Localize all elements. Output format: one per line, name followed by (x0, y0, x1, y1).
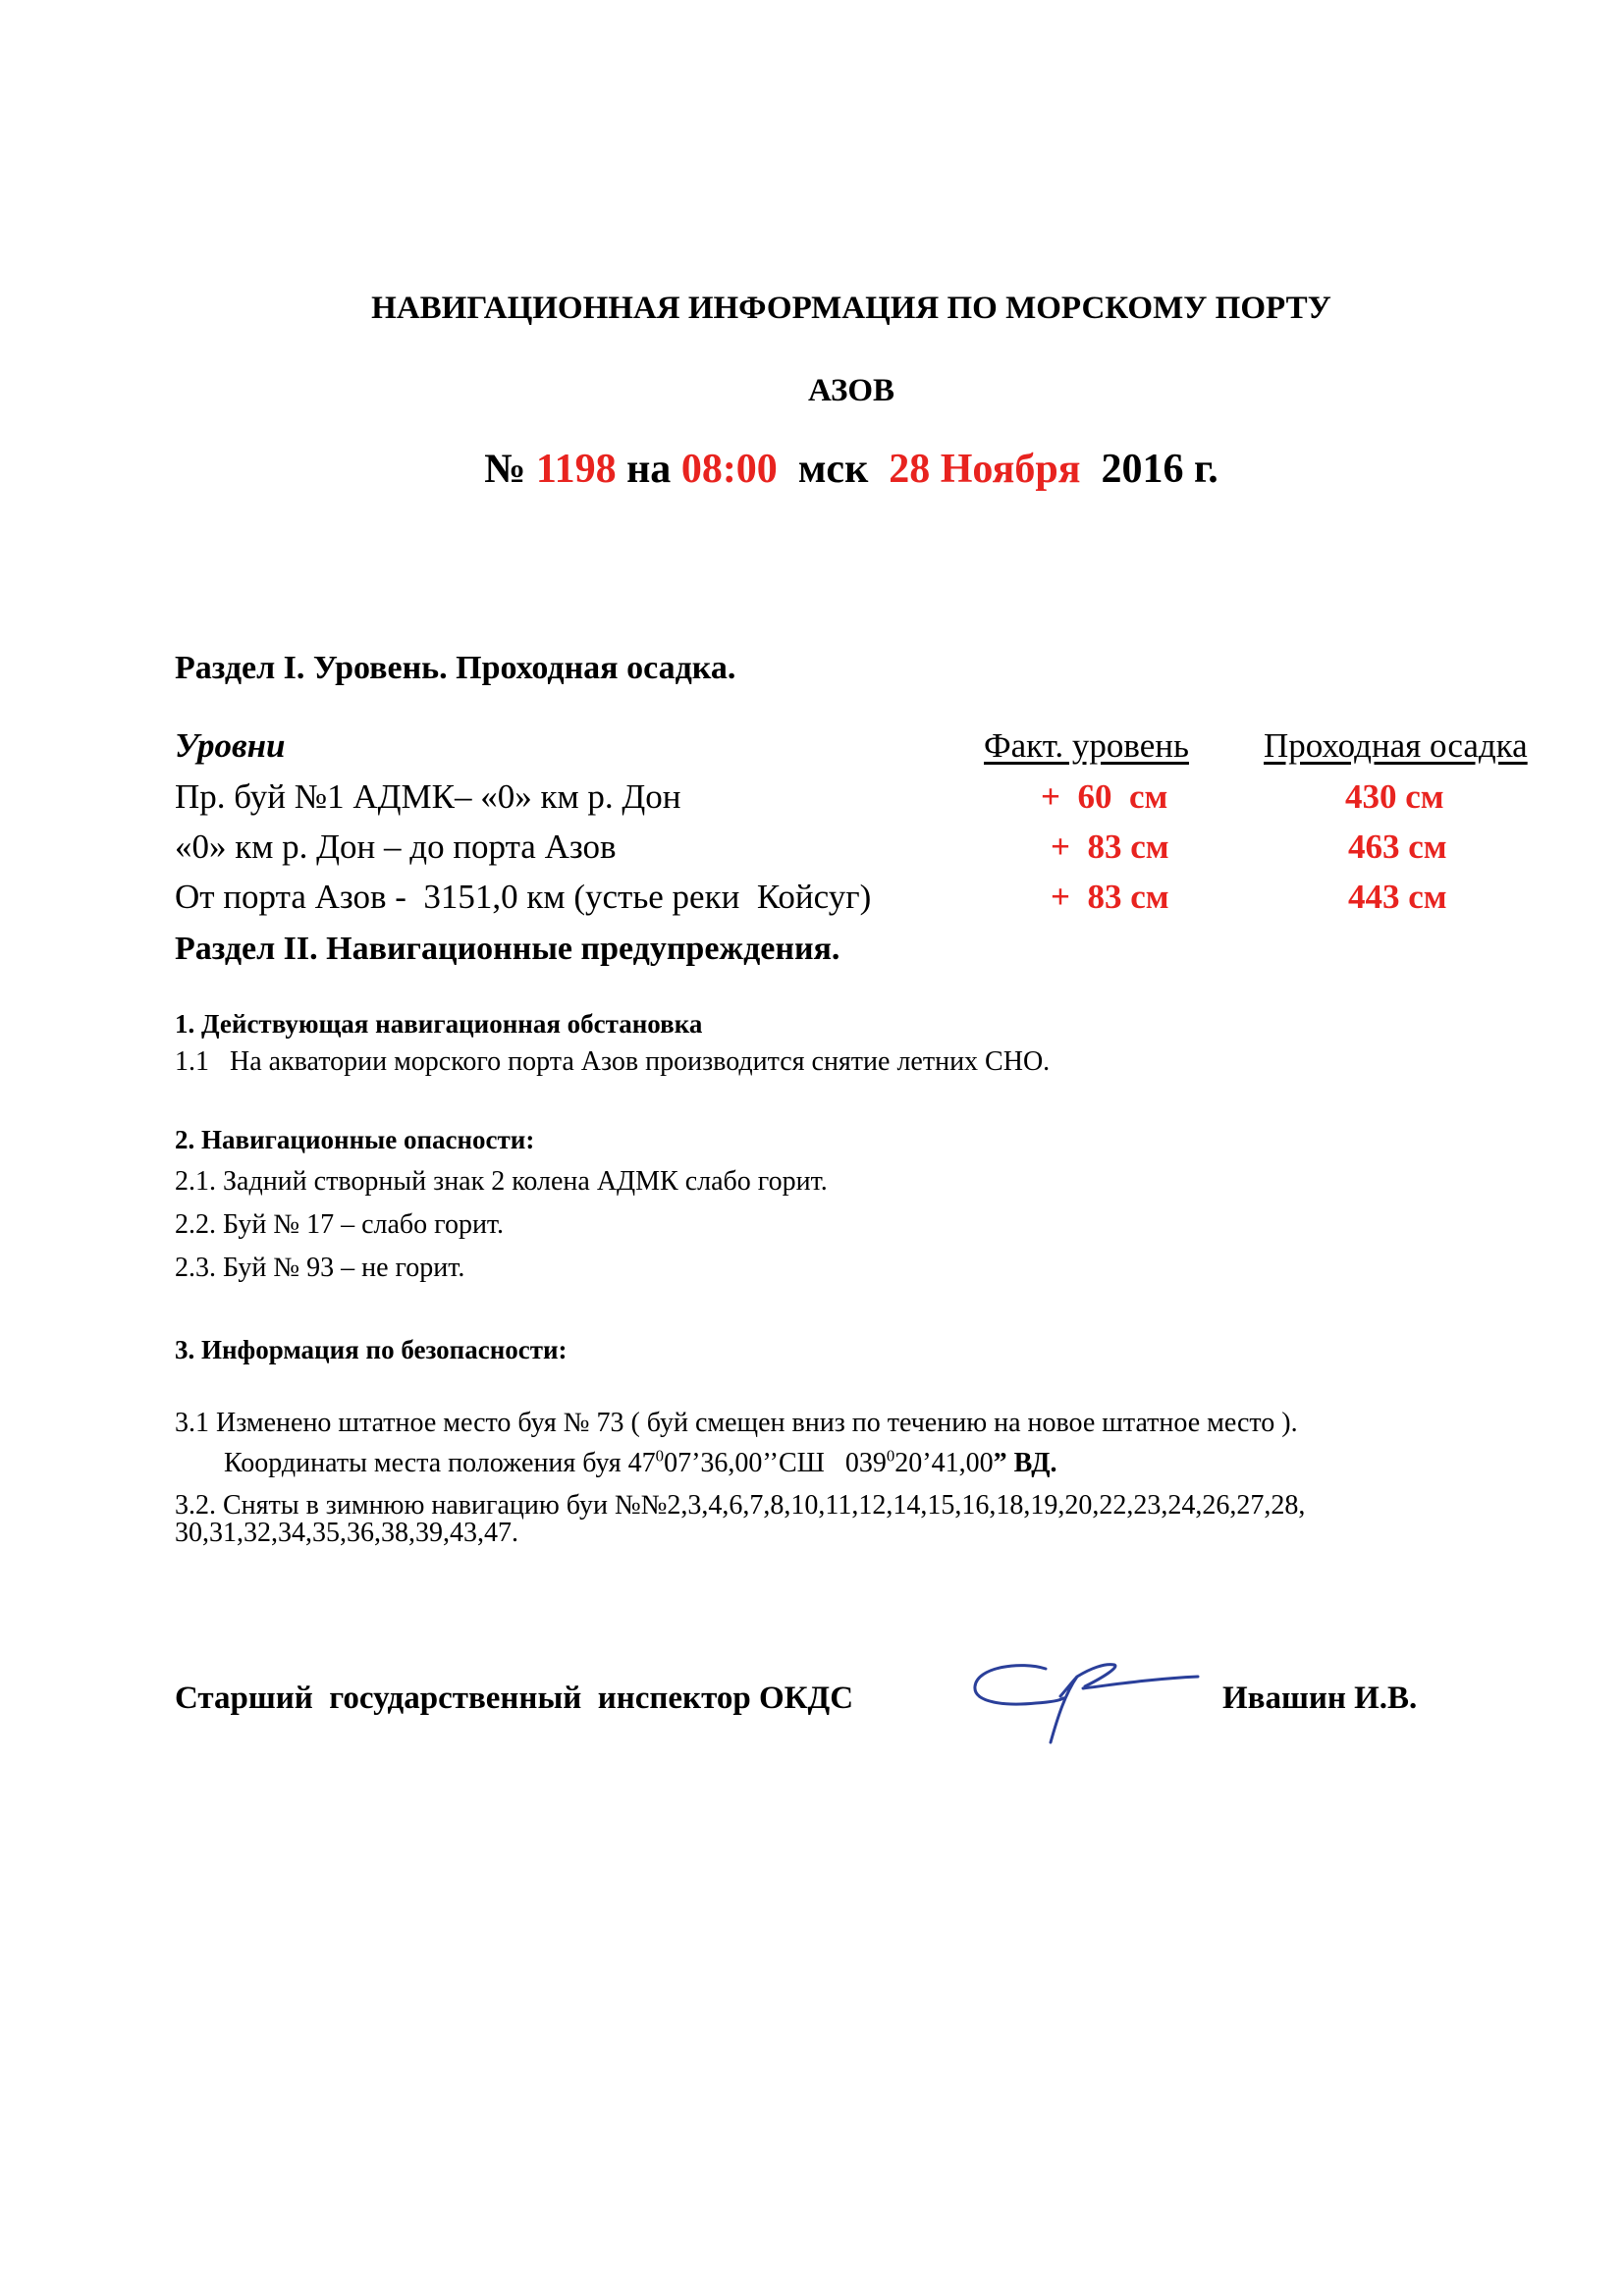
subsection2-item: 2.3. Буй № 93 – не горит. (175, 1253, 465, 1283)
subsection1-item: 1.1 На акватории морского порта Азов производится снятие летних СНО. (175, 1046, 1051, 1077)
subsection1-heading: 1. Действующая навигационная обстановка (175, 1009, 703, 1039)
level-row-draft: 430 см (1345, 777, 1444, 816)
level-row-name: Пр. буй №1 АДМК– «0» км р. Дон (175, 777, 681, 816)
safety-item-3-1: 3.1 Изменено штатное место буя № 73 ( буй смещен вниз по течению на новое штатное место ). (175, 1408, 1298, 1438)
section1-heading: Раздел I. Уровень. Проходная осадка. (175, 650, 736, 686)
level-row-name: «0» км р. Дон – до порта Азов (175, 828, 617, 866)
timezone: мск (797, 447, 869, 492)
section2-heading: Раздел II. Навигационные предупреждения. (175, 931, 840, 967)
at-word: на (626, 447, 672, 492)
subsection3-heading: 3. Информация по безопасности: (175, 1335, 568, 1364)
safety-item-3-2-line1: 3.2. Сняты в зимнюю навигацию буи №№2,3,4,6,7,8,10,11,12,14,15,16,18,19,20,22,23,24,26,27,28, (175, 1490, 1306, 1521)
coords-prefix: Координаты места положения буя 47 (224, 1448, 656, 1478)
level-row-fact: + 83 см (1051, 828, 1169, 866)
level-row-fact: + 83 см (1051, 878, 1169, 916)
level-row-draft: 463 см (1348, 828, 1447, 866)
number-prefix: № (484, 447, 526, 492)
col-levels-header: Уровни (175, 726, 286, 765)
bulletin-date: 28 Ноября (889, 447, 1081, 492)
port-name: АЗОВ (807, 373, 895, 408)
level-row-draft: 443 см (1348, 878, 1447, 916)
subsection2-item: 2.1. Задний створный знак 2 колена АДМК слабо горит. (175, 1166, 828, 1197)
level-row-name: От порта Азов - 3151,0 км (устье реки Койсуг) (175, 878, 872, 916)
degree-mark: 0 (655, 1446, 665, 1466)
buoy-coordinates (224, 1448, 1056, 1479)
bulletin-time: 08:00 (680, 447, 778, 492)
bulletin-year: 2016 г. (1101, 447, 1218, 492)
col-draft-header: Проходная осадка (1264, 726, 1528, 765)
handwritten-signature (967, 1649, 1203, 1747)
col-fact-header: Факт. уровень (984, 726, 1189, 765)
longitude-suffix: ” ВД. (993, 1448, 1057, 1478)
degree-mark: 0 (886, 1446, 895, 1466)
bulletin-number-line (0, 446, 1624, 493)
longitude: 20’41,00 (894, 1448, 994, 1478)
bulletin-number: 1198 (535, 447, 617, 492)
subsection2-heading: 2. Навигационные опасности: (175, 1125, 535, 1154)
signatory-position: Старший государственный инспектор ОКДС (175, 1681, 854, 1716)
safety-item-3-2-line2: 30,31,32,34,35,36,38,39,43,47. (175, 1518, 518, 1548)
document-title: НАВИГАЦИОННАЯ ИНФОРМАЦИЯ ПО МОРСКОМУ ПОРТУ (371, 291, 1331, 326)
signatory-name: Ивашин И.В. (1222, 1681, 1418, 1716)
subsection2-item: 2.2. Буй № 17 – слабо горит. (175, 1209, 505, 1240)
level-row-fact: + 60 см (1041, 777, 1168, 816)
latitude: 07’36,00’’СШ 039 (664, 1448, 887, 1478)
